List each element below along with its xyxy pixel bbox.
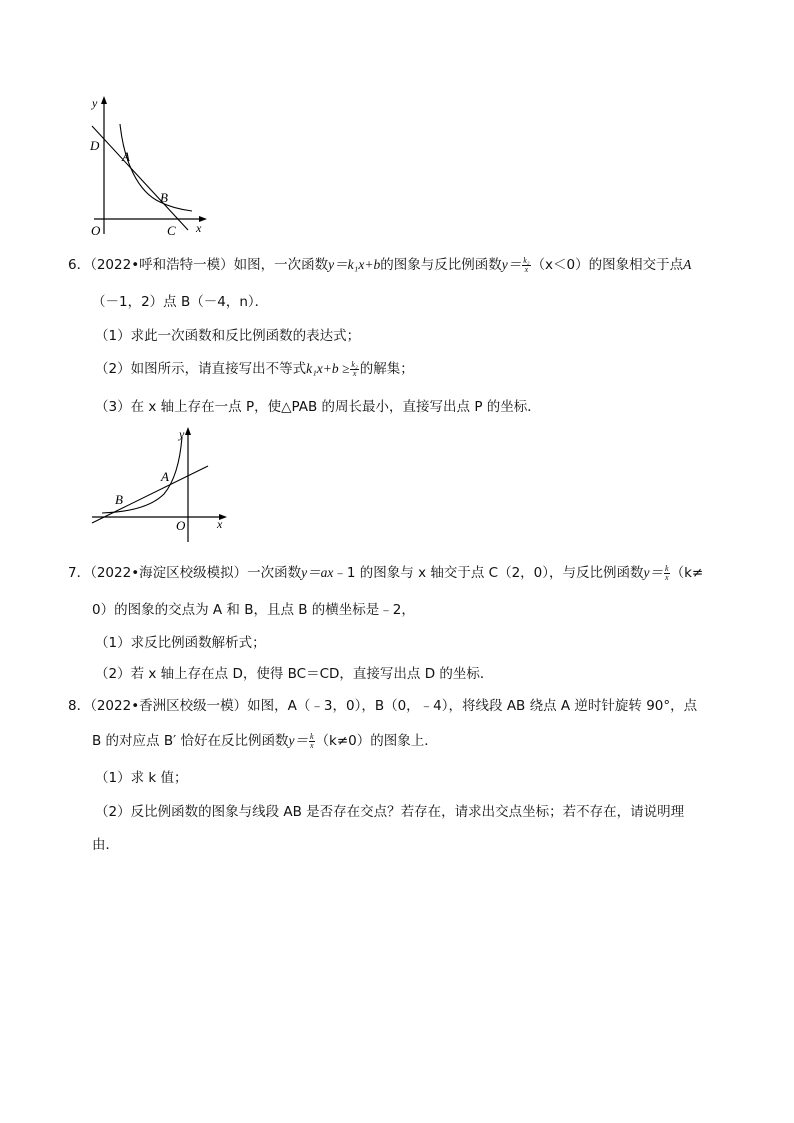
label-O: O [91,223,101,238]
q8-sub2-line1: （2）反比例函数的图象与线段 AB 是否存在交点？若存在，请求出交点坐标；若不存在，请说明理 [95,804,685,820]
figure-2-linear-line [92,466,208,523]
q8-line1 [68,697,697,715]
q6-sub2-frac-num: k₂ [351,359,358,369]
q7-sub1: （1）求反比例函数解析式； [95,635,266,651]
label-D: D [90,138,100,153]
q7-line2: 0）的图象的交点为 A 和 B，且点 B 的横坐标是﹣2， [92,602,415,618]
q6-sub2-fraction [350,361,358,378]
q7-number: 7． [68,565,91,581]
q6-sub2-text-b: 的解集； [359,361,414,377]
q6-frac-num: k₂ [523,255,530,265]
q8-y-eq: y＝ [288,733,308,748]
q7-text-c: （k≠ [670,565,704,581]
q6-linear-eq: y＝k₁x+b [328,257,381,272]
label-O: O [176,518,186,533]
figure-1 [80,92,215,242]
q7-text-b: ﹣1 的图象与 x 轴交于点 C（2，0），与反比例函数 [333,565,644,581]
q6-sub3: （3）在 x 轴上存在一点 P，使△PAB 的周长最小，直接写出点 P 的坐标． [95,399,541,415]
q7-sub2: （2）若 x 轴上存在点 D，使得 BC＝CD，直接写出点 D 的坐标． [95,666,494,682]
q8-text: 如图，A（﹣3，0），B（0，﹣4），将线段 AB 绕点 A 逆时针旋转 90°，点 [247,698,698,714]
figure-1-hyperbola [120,124,192,211]
q6-sub2-frac-den: x [352,368,357,378]
label-A: A [161,469,169,484]
q6-frac-den: x [524,264,529,274]
q8-number: 8． [68,698,91,714]
q7-line1 [68,564,703,582]
q6-line2: （－1，2）点 B（－4，n）． [92,294,269,310]
q6-sub2 [95,360,414,378]
figure-1-linear-line [92,126,188,230]
q8-source: （2022•香洲区校级一模） [90,698,248,714]
q6-sub2-text: （2）如图所示，请直接写出不等式 [95,361,307,377]
q6-fraction [522,257,530,274]
label-B: B [160,190,168,205]
figure-2-y-arrow [185,427,191,435]
q7-fraction [664,565,670,582]
q8-line2 [92,732,438,750]
q6-number: 6． [68,257,91,273]
q8-sub1: （1）求 k 值； [95,770,188,786]
q6-point-A: A [683,257,692,272]
q8-frac-num: k [309,731,314,741]
q6-text-a: 如图，一次函数 [233,257,329,273]
q7-linear-eq: y＝ax [301,565,334,580]
figure-2-hyperbola [102,437,182,513]
q8-text-b: （k≠0）的图象上． [315,733,438,749]
q6-sub1: （1）求此一次函数和反比例函数的表达式； [95,328,361,344]
q6-sub2-ineq: k₁x+b ≥ [306,361,350,376]
figure-2 [82,422,242,544]
label-C: C [167,223,176,238]
label-y: y [179,427,185,441]
label-A: A [122,149,130,164]
q8-fraction [309,733,315,750]
q6-source: （2022•呼和浩特一模） [90,257,234,273]
q6-line1 [68,256,691,274]
q6-text-b: 的图象与反比例函数 [380,257,502,273]
label-x: x [217,517,223,531]
q8-frac-den: x [309,740,314,750]
q7-frac-den: x [665,572,669,582]
q8-sub2-line2: 由． [92,837,119,853]
label-x: x [196,221,202,235]
label-y: y [92,96,98,110]
q7-text-a: 一次函数 [247,565,302,581]
q6-text-c: （x＜0）的图象相交于点 [531,257,684,273]
q8-text-a: B 的对应点 B′ 恰好在反比例函数 [92,733,289,749]
q7-frac-num: k [665,563,669,573]
figure-1-y-arrow [101,96,107,104]
q7-source: （2022•海淀区校级模拟） [90,565,248,581]
q6-y-eq: y＝ [501,257,522,272]
q7-y-eq: y＝ [643,565,664,580]
label-B: B [115,492,123,507]
